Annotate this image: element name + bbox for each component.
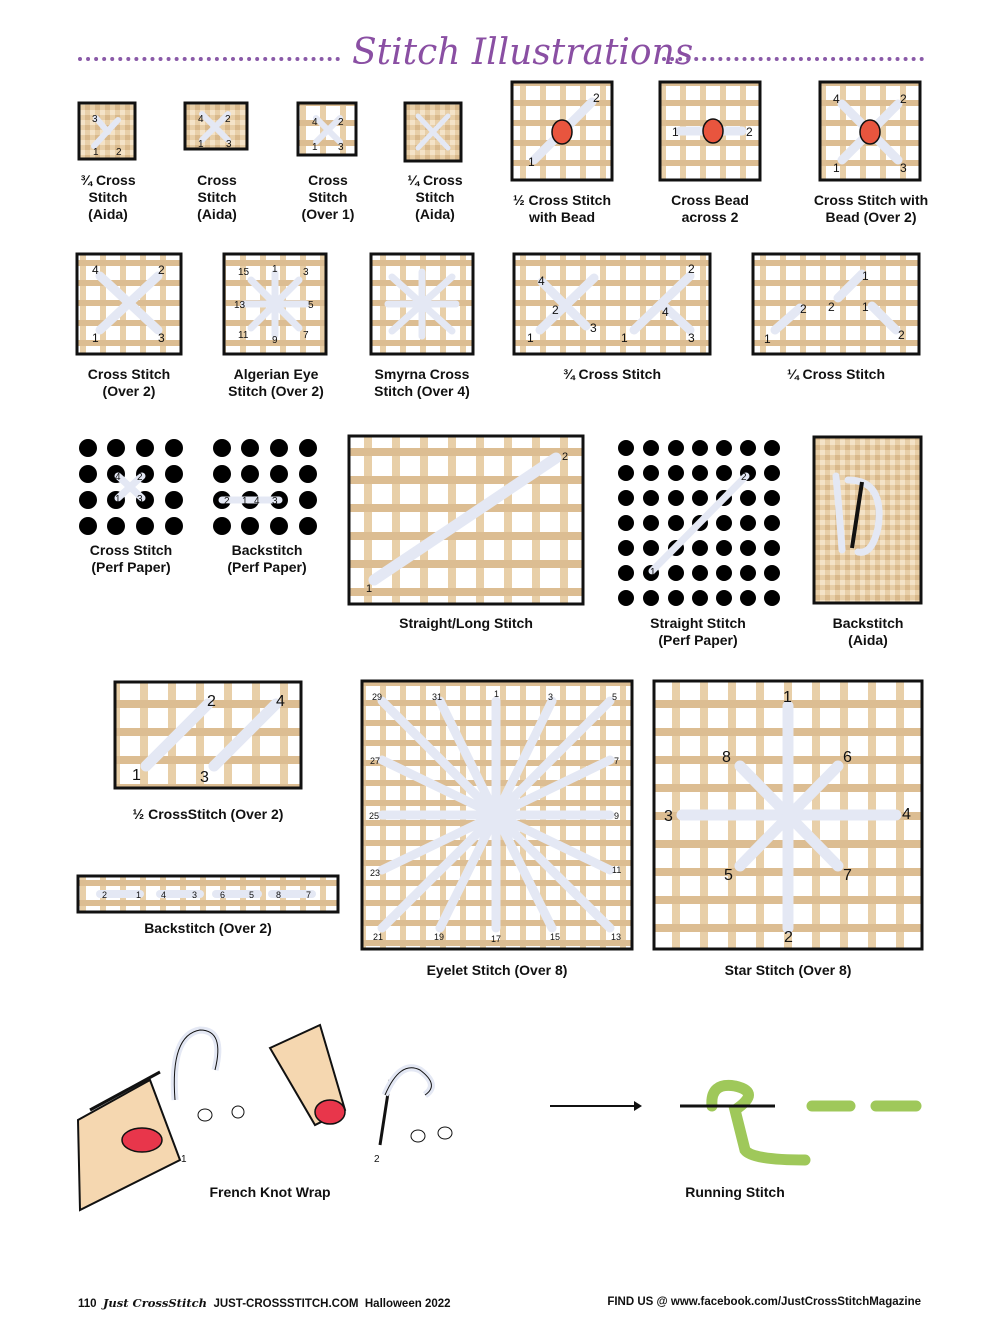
label-1: 1 xyxy=(136,890,142,900)
caption-smyrna: Smyrna Cross Stitch (Over 4) xyxy=(374,366,470,399)
label-31: 31 xyxy=(432,692,443,702)
label-23: 23 xyxy=(370,868,381,878)
caption-back-aida: Backstitch (Aida) xyxy=(832,615,904,648)
label-3: 3 xyxy=(590,321,597,335)
label-11: 11 xyxy=(238,330,249,341)
footer-left xyxy=(78,1296,451,1310)
label-1: 1 xyxy=(833,161,840,175)
caption-straight-perf: Straight Stitch (Perf Paper) xyxy=(650,615,746,648)
label-1: 1 xyxy=(242,496,248,507)
label-1: 1 xyxy=(312,142,318,153)
label-2: 2 xyxy=(158,263,165,277)
label-1: 1 xyxy=(198,139,204,150)
label-7: 7 xyxy=(306,890,312,900)
label-11: 11 xyxy=(612,865,622,875)
label-3: 3 xyxy=(272,496,278,507)
label-3: 3 xyxy=(338,142,344,153)
label-29: 29 xyxy=(372,692,383,702)
label-1: 1 xyxy=(527,331,534,345)
label-1: 1 xyxy=(650,567,656,578)
caption-cross-bead: Cross Bead across 2 xyxy=(671,192,749,225)
label-3: 3 xyxy=(900,161,907,175)
label-2: 2 xyxy=(688,262,695,276)
label-9: 9 xyxy=(272,335,278,346)
label-2: 2 xyxy=(800,302,807,316)
label-5: 5 xyxy=(249,890,255,900)
caption-half-over2: ½ CrossStitch (Over 2) xyxy=(132,806,284,822)
caption-french-knot: French Knot Wrap xyxy=(209,1184,331,1200)
label-4: 4 xyxy=(276,693,285,710)
label-3: 3 xyxy=(158,331,165,345)
magazine-name: Just CrossStitch xyxy=(102,1296,208,1310)
label-4: 4 xyxy=(254,496,260,507)
straight-long-diagram xyxy=(349,436,583,604)
label-1: 1 xyxy=(93,147,99,158)
eyelet-diagram xyxy=(362,681,632,949)
label-5: 5 xyxy=(308,300,314,311)
label-1: 1 xyxy=(272,264,278,275)
label-2: 2 xyxy=(828,300,835,314)
caption-three-quarter-aida: ¾ Cross Stitch (Aida) xyxy=(80,172,136,222)
label-1: 1 xyxy=(366,583,373,595)
label-2: 2 xyxy=(137,472,143,483)
label-19: 19 xyxy=(434,932,445,942)
label-1: 1 xyxy=(672,125,679,139)
label-5: 5 xyxy=(724,867,733,884)
caption-quarter-aida: ¼ Cross Stitch (Aida) xyxy=(407,172,463,222)
label-3: 3 xyxy=(137,494,143,505)
label-1: 1 xyxy=(181,1154,187,1165)
back-over2-diagram xyxy=(78,876,338,912)
label-4: 4 xyxy=(312,117,318,128)
caption-back-perf: Backstitch (Perf Paper) xyxy=(227,542,307,575)
label-1: 1 xyxy=(115,494,121,505)
page-number: 110 xyxy=(78,1298,97,1310)
issue: Halloween 2022 xyxy=(364,1298,451,1310)
label-4: 4 xyxy=(833,92,840,106)
straight-perf-diagram xyxy=(618,440,780,606)
label-2: 2 xyxy=(746,125,753,139)
label-4: 4 xyxy=(662,305,669,319)
label-3: 3 xyxy=(548,692,554,702)
cross-perf-diagram xyxy=(79,439,183,535)
label-1: 1 xyxy=(783,689,792,706)
label-2: 2 xyxy=(374,1154,380,1165)
label-1: 1 xyxy=(92,331,99,345)
caption-running: Running Stitch xyxy=(685,1184,785,1200)
running-stitch-diagram xyxy=(550,1085,916,1160)
label-2: 2 xyxy=(593,91,600,105)
label-3: 3 xyxy=(226,139,232,150)
quarter-cross-diagram xyxy=(753,254,919,354)
label-2: 2 xyxy=(207,693,216,710)
label-1: 1 xyxy=(862,300,869,314)
label-2: 2 xyxy=(224,496,230,507)
label-9: 9 xyxy=(614,811,620,821)
label-4: 4 xyxy=(538,274,545,288)
label-1: 1 xyxy=(132,767,141,784)
page-title: Stitch Illustrations xyxy=(352,32,694,73)
french-knot-diagram xyxy=(78,1025,452,1210)
label-3: 3 xyxy=(664,808,673,825)
back-perf-diagram xyxy=(213,439,317,535)
label-2: 2 xyxy=(338,117,344,128)
label-7: 7 xyxy=(303,330,309,341)
caption-star: Star Stitch (Over 8) xyxy=(724,962,852,978)
caption-cross-over2: Cross Stitch (Over 2) xyxy=(87,366,171,399)
label-3: 3 xyxy=(192,890,198,900)
star-diagram xyxy=(654,681,922,949)
caption-cross-with-bead: Cross Stitch with Bead (Over 2) xyxy=(813,192,929,225)
caption-quarter: ¼ Cross Stitch xyxy=(786,366,886,382)
label-13: 13 xyxy=(611,932,622,942)
label-2: 2 xyxy=(898,328,905,342)
label-3: 3 xyxy=(303,267,309,278)
label-4: 4 xyxy=(198,114,204,125)
label-4: 4 xyxy=(92,263,99,277)
label-27: 27 xyxy=(370,756,381,766)
label-1: 1 xyxy=(862,269,869,283)
label-3: 3 xyxy=(200,769,209,786)
label-21: 21 xyxy=(373,932,384,942)
caption-cross-over1: Cross Stitch (Over 1) xyxy=(301,172,355,222)
smyrna-cross-diagram xyxy=(371,254,473,354)
label-6: 6 xyxy=(843,749,852,766)
caption-half-bead: ½ Cross Stitch with Bead xyxy=(512,192,612,225)
label-25: 25 xyxy=(369,811,380,821)
caption-eyelet: Eyelet Stitch (Over 8) xyxy=(426,962,568,978)
label-4: 4 xyxy=(115,472,121,483)
label-4: 4 xyxy=(902,806,911,823)
label-4: 4 xyxy=(161,890,167,900)
label-2: 2 xyxy=(116,147,122,158)
cross-aida-diagram xyxy=(185,103,247,149)
label-7: 7 xyxy=(614,756,620,766)
label-8: 8 xyxy=(722,749,731,766)
caption-back-over2: Backstitch (Over 2) xyxy=(144,920,272,936)
label-5: 5 xyxy=(612,692,618,702)
label-8: 8 xyxy=(276,890,282,900)
caption-algerian: Algerian Eye Stitch (Over 2) xyxy=(228,366,324,399)
caption-straight-long: Straight/Long Stitch xyxy=(399,615,533,631)
label-15: 15 xyxy=(238,267,250,278)
footer-find-us[interactable]: FIND US @ www.facebook.com/JustCrossStitchMagazine xyxy=(607,1296,921,1308)
label-7: 7 xyxy=(843,867,852,884)
label-3: 3 xyxy=(92,114,98,125)
label-2: 2 xyxy=(784,929,793,946)
label-1: 1 xyxy=(764,332,771,346)
label-2: 2 xyxy=(552,303,559,317)
cross-over1-diagram xyxy=(298,103,356,155)
label-2: 2 xyxy=(741,472,747,483)
label-2: 2 xyxy=(102,890,108,900)
three-quarter-cross-diagram xyxy=(514,254,710,354)
label-3: 3 xyxy=(688,331,695,345)
caption-three-quarter: ¾ Cross Stitch xyxy=(562,366,662,382)
website: JUST-CROSSSTITCH.COM xyxy=(213,1298,359,1310)
label-2: 2 xyxy=(562,451,569,463)
label-1: 1 xyxy=(494,689,500,699)
back-aida-diagram xyxy=(814,437,921,603)
quarter-aida-diagram xyxy=(405,103,461,161)
label-1: 1 xyxy=(528,155,535,169)
label-2: 2 xyxy=(225,114,231,125)
label-2: 2 xyxy=(900,92,907,106)
caption-cross-aida: Cross Stitch (Aida) xyxy=(197,172,237,222)
label-15: 15 xyxy=(550,932,561,942)
three-quarter-aida-diagram xyxy=(79,103,135,159)
label-13: 13 xyxy=(234,300,246,311)
label-17: 17 xyxy=(491,934,502,944)
label-1: 1 xyxy=(621,331,628,345)
label-6: 6 xyxy=(220,890,226,900)
caption-cross-perf: Cross Stitch (Perf Paper) xyxy=(89,542,173,575)
